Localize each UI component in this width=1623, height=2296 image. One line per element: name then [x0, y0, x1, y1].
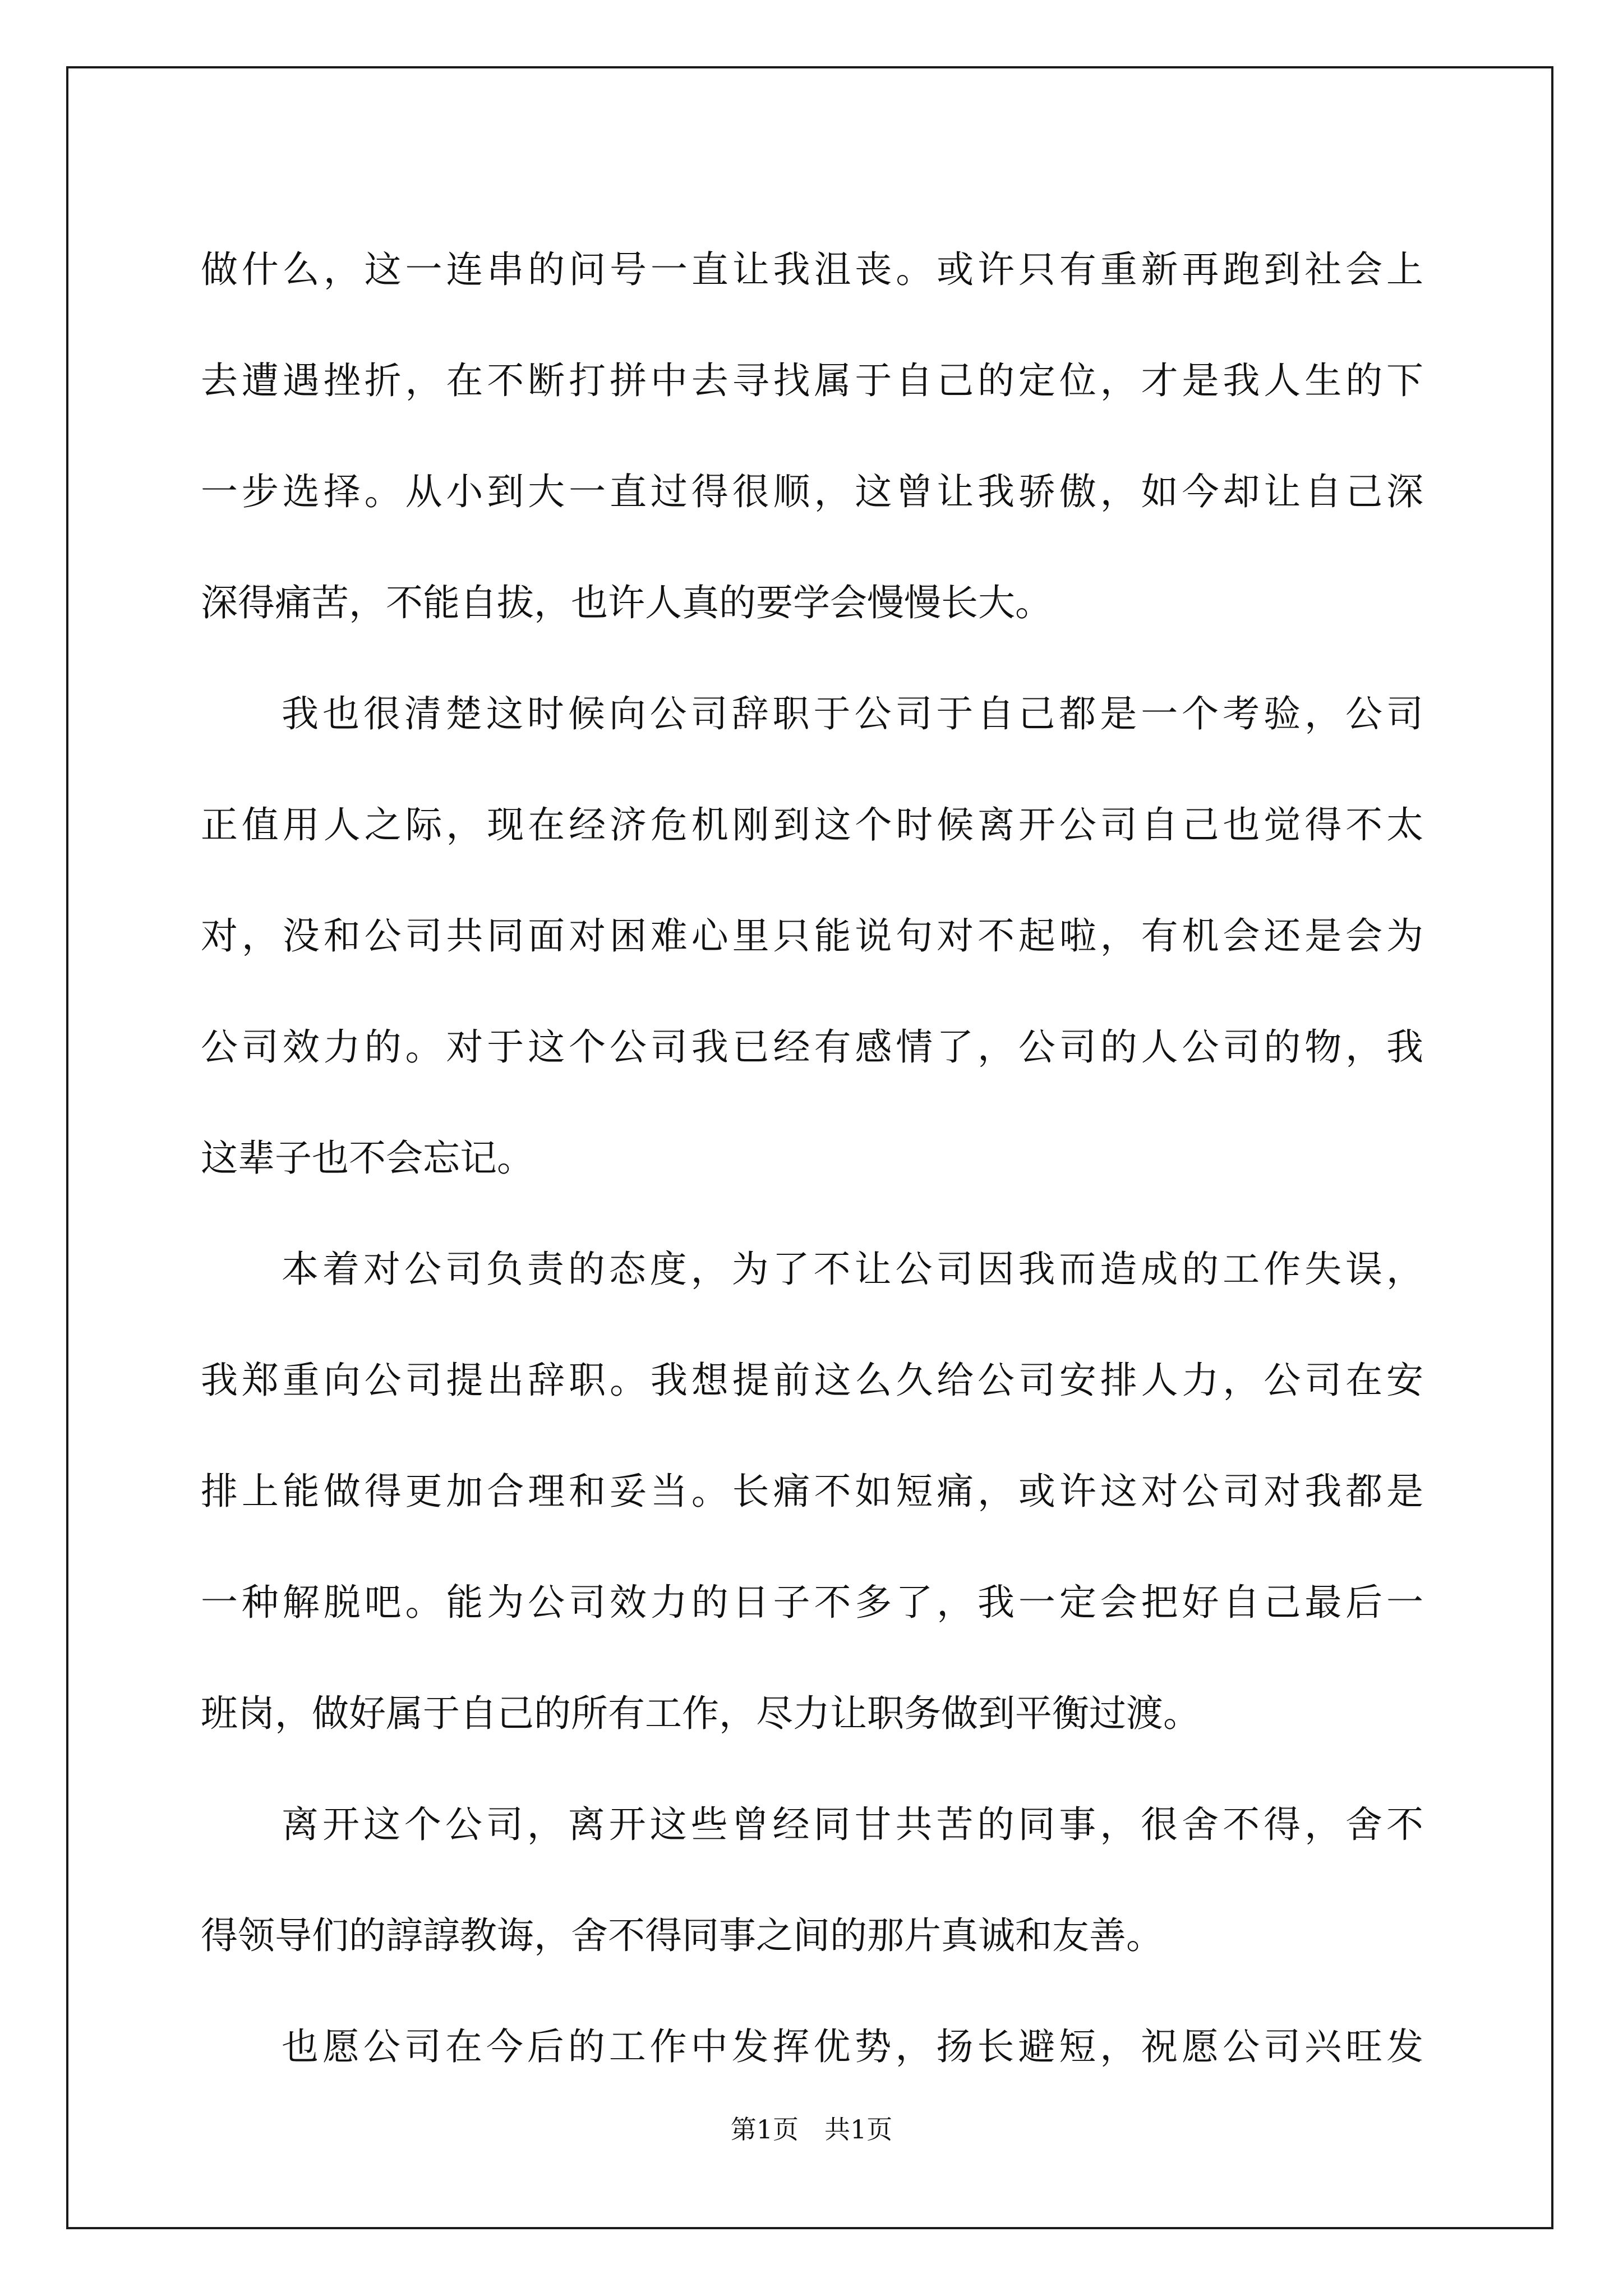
- text-line: 做什么，这一连串的问号一直让我沮丧。或许只有重新再跑到社会上: [201, 248, 1423, 291]
- text-line: 这辈子也不会忘记。: [201, 1137, 534, 1180]
- total-pages: 共1页: [824, 2114, 893, 2145]
- text-line: 一步选择。从小到大一直过得很顺，这曾让我骄傲，如今却让自己深: [201, 470, 1423, 513]
- text-line: 我郑重向公司提出辞职。我想提前这么久给公司安排人力，公司在安: [201, 1359, 1423, 1402]
- text-line: 班岗，做好属于自己的所有工作，尽力让职务做到平衡过渡。: [201, 1692, 1200, 1735]
- text-line: 得领导们的諄諄教诲，舍不得同事之间的那片真诚和友善。: [201, 1914, 1163, 1957]
- page-footer: [0, 2113, 1623, 2146]
- paragraph-first-line: 我也很清楚这时候向公司辞职于公司于自己都是一个考验，公司: [282, 692, 1423, 735]
- paragraph-first-line: 本着对公司负责的态度，为了不让公司因我而造成的工作失误，: [282, 1248, 1423, 1291]
- document-body: [201, 214, 1423, 2102]
- page-number: 第1页: [730, 2114, 799, 2145]
- text-line: 公司效力的。对于这个公司我已经有感情了，公司的人公司的物，我: [201, 1025, 1423, 1069]
- text-line: 一种解脱吧。能为公司效力的日子不多了，我一定会把好自己最后一: [201, 1581, 1423, 1624]
- text-line: 深得痛苦，不能自拔，也许人真的要学会慢慢长大。: [201, 581, 1052, 624]
- text-line: 对，没和公司共同面对困难心里只能说句对不起啦，有机会还是会为: [201, 914, 1423, 958]
- text-line: 排上能做得更加合理和妥当。长痛不如短痛，或许这对公司对我都是: [201, 1470, 1423, 1513]
- text-line: 正值用人之际，现在经济危机刚到这个时候离开公司自己也觉得不太: [201, 803, 1423, 846]
- paragraph-first-line: 也愿公司在今后的工作中发挥优势，扬长避短，祝愿公司兴旺发: [282, 2025, 1423, 2068]
- text-line: 去遭遇挫折，在不断打拼中去寻找属于自己的定位，才是我人生的下: [201, 359, 1423, 402]
- paragraph-first-line: 离开这个公司，离开这些曾经同甘共苦的同事，很舍不得，舍不: [282, 1803, 1423, 1846]
